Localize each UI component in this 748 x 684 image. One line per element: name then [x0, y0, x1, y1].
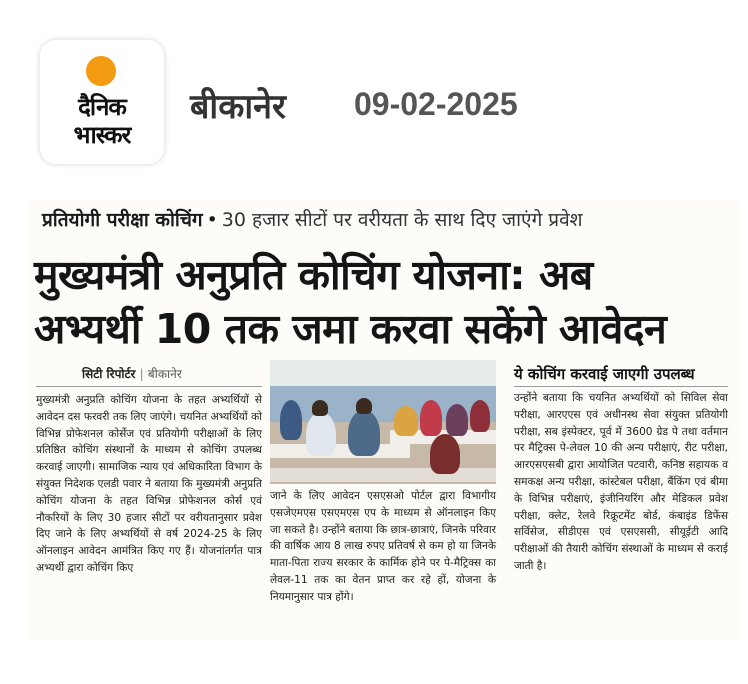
- edition-date: 09-02-2025: [354, 86, 518, 122]
- headline-line-1: मुख्यमंत्री अनुप्रति कोचिंग योजना: अब: [34, 251, 593, 299]
- side-heading: ये कोचिंग करवाई जाएगी उपलब्ध: [514, 365, 695, 383]
- news-clipping: [28, 200, 740, 640]
- logo-sun-icon: [86, 56, 116, 86]
- byline: सिटी रिपोर्टर | बीकानेर: [82, 367, 182, 381]
- logo-text-line2: भास्कर: [73, 121, 131, 149]
- dainik-bhaskar-logo: [40, 40, 164, 164]
- logo-text-line1: दैनिक: [78, 93, 126, 121]
- headline-line-2: अभ्यर्थी 10 तक जमा करवा सकेंगे आवेदन: [34, 305, 667, 353]
- kicker: प्रतियोगी परीक्षा कोचिंग • 30 हजार सीटों पर वरीयता के साथ दिए जाएंगे प्रवेश: [42, 209, 583, 231]
- article-column-2: जाने के लिए आवेदन एसएसओ पोर्टल द्वारा विभागीय एसजेएमएस एसएमएस एप के माध्यम से ऑनलाइन किए जा सकते है। उन्होंने बताया कि छात्र-छात्राएं, जिनके परिवार की वार्षिक आय 8 लाख रुपए प्रतिवर्ष से कम हो या जिनके माता-पिता राज्य सरकार के कार्मिक होने पर पे-मैट्रिक्स का लेवल-11 तक का वेतन प्राप्त कर रहे हों, योजना के नियमानुसार पात्र होंगे।: [270, 490, 496, 603]
- edition-name: बीकानेर: [190, 87, 286, 127]
- kicker-label: प्रतियोगी परीक्षा कोचिंग: [42, 209, 203, 231]
- kicker-subhead: 30 हजार सीटों पर वरीयता के साथ दिए जाएंगे प्रवेश: [221, 209, 583, 231]
- article-column-1: मुख्यमंत्री अनुप्रति कोचिंग योजना के तहत अभ्यर्थियों से आवेदन दस फरवरी तक लिए जाएंगे। चयनित अभ्यर्थियों को विभिन्न प्रोफेशनल कोर्सेज एवं प्रतियोगी परीक्षाओं के लिए प्रतिष्ठित कोचिंग संस्थानों के माध्यम से कोचिंग उपलब्ध करवाई जाएगी। सामाजिक न्याय एवं अधिकारिता विभाग के संयुक्त निदेशक एलडी पवार ने बताया कि मुख्यमंत्री अनुप्रति कोचिंग योजना के तहत विभिन्न प्रोफेशनल कोर्स एवं नौकरियों के लिए 30 हजार सीटों पर वरीयतानुसार प्रवेश दिए जाने के लिए अभ्यर्थियों से वर्ष 2024-25 के लिए ऑनलाइन आवेदन आमंत्रित किए गए हैं। योजनांतर्गत पात्र अभ्यर्थी द्वारा कोचिंग किए: [36, 394, 262, 574]
- article-column-3: उन्होंने बताया कि चयनित अभ्यर्थियों को सिविल सेवा परीक्षा, आरएएस एवं अधीनस्थ सेवा संयुक्त प्रतियोगी परीक्षा, सब इंस्पेक्टर, पूर्व में 3600 ग्रेड पे तथा वर्तमान पर मैट्रिक्स पे-लेवल 10 की अन्य परीक्षाएं, रीट परीक्षा, आरएसएसबी द्वारा आयोजित पटवारी, कनिष्ठ सहायक व समकक्ष अन्य परीक्षा, कांस्टेबल परीक्षा, बैंकिंग एवं बीमा के विभिन्न परीक्षाएं, इंजीनियरिंग और मेडिकल प्रवेश परीक्षा, क्लेट, रेलवे रिक्रूटमेंट बोर्ड, कंबाइंड डिफेंस सर्विसेज, सीडीएस एवं एसएससी, सीयूईटी आदि परीक्षाओं की तैयारी कोचिंग संस्थाओं के माध्यम से कराई जाती है।: [514, 392, 728, 572]
- byline-city: बीकानेर: [147, 367, 182, 381]
- byline-reporter: सिटी रिपोर्टर: [82, 367, 136, 381]
- classroom-photo: [270, 360, 496, 484]
- headline: [34, 248, 738, 356]
- divider: [36, 386, 262, 387]
- divider: [514, 386, 728, 387]
